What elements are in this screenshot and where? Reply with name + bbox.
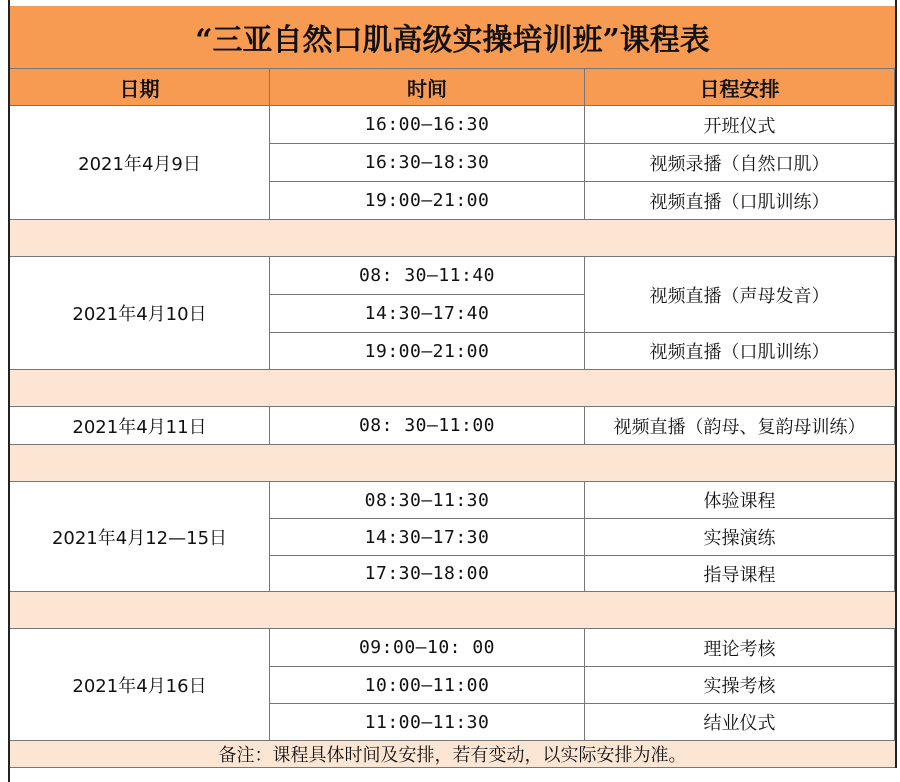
schedule-cell: 视频直播（口肌训练） xyxy=(585,333,895,370)
spacer-row xyxy=(10,220,895,257)
schedule-cell: 视频录播（自然口肌） xyxy=(585,144,895,182)
time-cell: 16:30—18:30 xyxy=(270,144,585,182)
date-cell: 2021年4月9日 xyxy=(10,106,270,220)
time-cell: 10:00—11:00 xyxy=(270,667,585,704)
date-cell: 2021年4月16日 xyxy=(10,629,270,741)
header-schedule: 日程安排 xyxy=(585,69,895,106)
time-cell: 17:30—18:00 xyxy=(270,556,585,592)
schedule-cell: 视频直播（韵母、复韵母训练） xyxy=(585,407,895,445)
spacer-row xyxy=(10,370,895,407)
schedule-cell: 视频直播（声母发音） xyxy=(585,257,895,333)
time-cell: 16:00—16:30 xyxy=(270,106,585,144)
schedule-cell: 结业仪式 xyxy=(585,704,895,741)
schedule-cell: 开班仪式 xyxy=(585,106,895,144)
date-cell: 2021年4月11日 xyxy=(10,407,270,445)
time-cell: 19:00—21:00 xyxy=(270,333,585,370)
schedule-cell: 指导课程 xyxy=(585,556,895,592)
time-cell: 08: 30—11:00 xyxy=(270,407,585,445)
header-date: 日期 xyxy=(10,69,270,106)
schedule-cell: 视频直播（口肌训练） xyxy=(585,182,895,220)
header-time: 时间 xyxy=(270,69,585,106)
time-cell: 19:00—21:00 xyxy=(270,182,585,220)
date-cell: 2021年4月10日 xyxy=(10,257,270,370)
spacer-row xyxy=(10,445,895,482)
time-cell: 08:30—11:30 xyxy=(270,482,585,519)
time-cell: 14:30—17:30 xyxy=(270,519,585,556)
schedule-cell: 实操考核 xyxy=(585,667,895,704)
page-title: “三亚自然口肌高级实操培训班”课程表 xyxy=(10,6,895,69)
sheet-right-border xyxy=(895,0,897,768)
time-cell: 11:00—11:30 xyxy=(270,704,585,741)
schedule-cell: 体验课程 xyxy=(585,482,895,519)
time-cell: 14:30—17:40 xyxy=(270,295,585,333)
footer-note: 备注：课程具体时间及安排，若有变动，以实际安排为准。 xyxy=(10,741,895,768)
spacer-row xyxy=(10,592,895,629)
schedule-cell: 实操演练 xyxy=(585,519,895,556)
time-cell: 09:00—10: 00 xyxy=(270,629,585,667)
date-cell: 2021年4月12—15日 xyxy=(10,482,270,592)
schedule-cell: 理论考核 xyxy=(585,629,895,667)
time-cell: 08: 30—11:40 xyxy=(270,257,585,295)
